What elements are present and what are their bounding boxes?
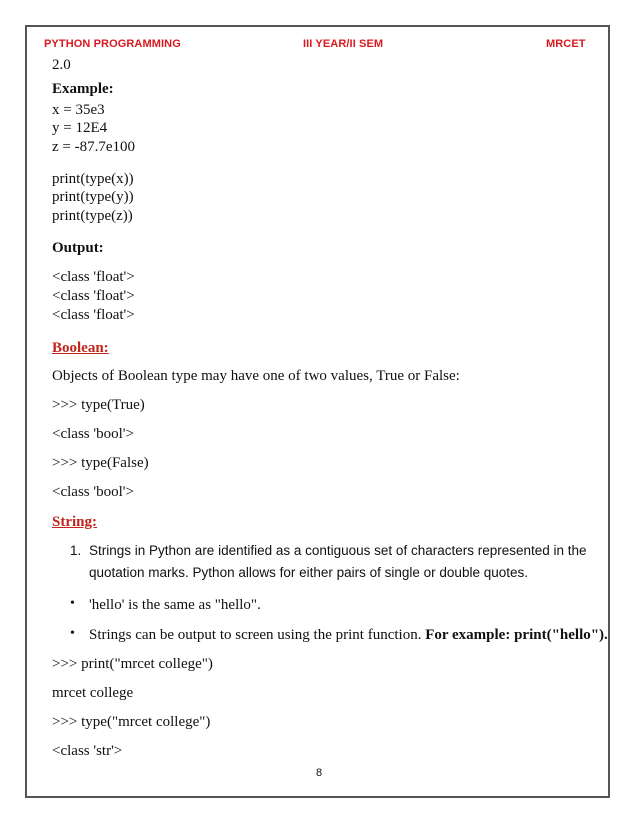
code-line: z = -87.7e100	[52, 139, 136, 155]
output-line: <class 'float'>	[52, 307, 135, 323]
code-line: print(type(z))	[52, 208, 133, 224]
bullet-text: 'hello' is the same as "hello".	[89, 597, 261, 613]
list-item-text: Strings in Python are identified as a contiguous set of characters represented in the	[89, 543, 587, 558]
code-line: y = 12E4	[52, 120, 108, 136]
string-heading: String:	[52, 514, 97, 530]
header-year-sem: III YEAR/II SEM	[303, 38, 384, 50]
output-line: <class 'float'>	[52, 269, 135, 285]
code-line: <class 'str'>	[52, 743, 123, 759]
example-heading: Example:	[52, 81, 114, 97]
page-number: 8	[315, 767, 323, 779]
code-line: <class 'bool'>	[52, 484, 134, 500]
code-line: print(type(y))	[52, 189, 134, 205]
header-institution: MRCET	[546, 38, 586, 50]
list-number: 1.	[70, 543, 82, 558]
code-line: print(type(x))	[52, 171, 134, 187]
code-line: >>> print("mrcet college")	[52, 656, 213, 672]
code-line: >>> type(False)	[52, 455, 149, 471]
bullet-text	[89, 626, 608, 644]
boolean-heading: Boolean:	[52, 340, 109, 356]
bullet-bold-text: For example: print("hello").	[425, 627, 608, 643]
code-line: mrcet college	[52, 685, 134, 701]
output-line: <class 'float'>	[52, 288, 135, 304]
bullet-icon: •	[70, 626, 75, 641]
list-item-text: quotation marks. Python allows for either pairs of single or double quotes.	[89, 565, 528, 580]
code-line: >>> type(True)	[52, 397, 145, 413]
output-heading: Output:	[52, 240, 104, 256]
bullet-plain-text: Strings can be output to screen using the print function.	[89, 627, 426, 643]
float-value-line: 2.0	[52, 57, 71, 73]
code-line: >>> type("mrcet college")	[52, 714, 211, 730]
code-line: x = 35e3	[52, 102, 105, 118]
boolean-description: Objects of Boolean type may have one of two values, True or False:	[52, 368, 460, 384]
bullet-icon: •	[70, 596, 75, 611]
header-course-title: PYTHON PROGRAMMING	[44, 38, 181, 50]
code-line: <class 'bool'>	[52, 426, 134, 442]
